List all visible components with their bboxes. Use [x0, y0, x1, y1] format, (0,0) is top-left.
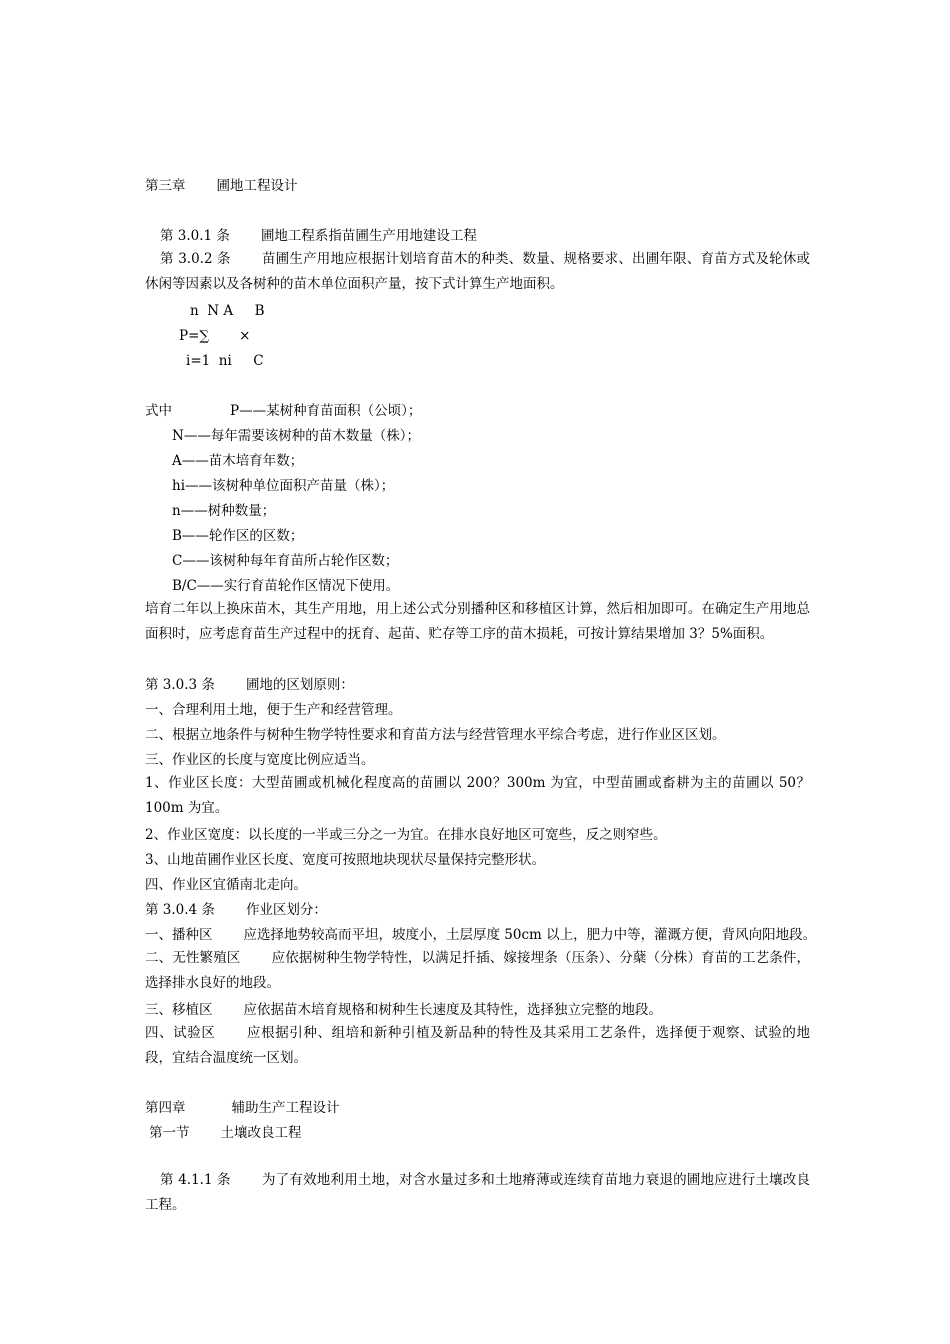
zone-name: 三、移植区 [145, 1002, 213, 1018]
article-label: 第 3.0.3 条 [145, 677, 215, 693]
where-item: N——每年需要该树种的苗木数量（株）； [172, 428, 421, 444]
note-paragraph: 培育二年以上换床苗木，其生产用地，用上述公式分别播种区和移植区计算，然后相加即可。在确定生产用地总面积时，应考虑育苗生产过程中的抚育、起苗、贮存等工序的苗木损耗，可按计算结果增加 3？5%面积。 [145, 601, 810, 642]
chapter-3-heading [145, 177, 298, 195]
formula-line-1: n N A B [190, 303, 265, 319]
principle-item: 二、根据立地条件与树种生物学特性要求和育苗方法与经营管理水平综合考虑，进行作业区区划。 [145, 727, 726, 743]
where-label: 式中 [145, 403, 172, 419]
principle-item: 四、作业区宜循南北走向。 [145, 877, 307, 893]
zone-name: 四、试验区 [145, 1025, 216, 1041]
principle-item: 3、山地苗圃作业区长度、宽度可按照地块现状尽量保持完整形状。 [145, 852, 546, 868]
where-item: A——苗木培育年数； [172, 453, 304, 469]
zone-name: 二、无性繁殖区 [145, 950, 241, 966]
article-label: 第 4.1.1 条 [160, 1172, 231, 1188]
principle-item: 三、作业区的长度与宽度比例应适当。 [145, 752, 375, 768]
where-item: B/C——实行育苗轮作区情况下使用。 [172, 578, 400, 594]
article-title: 圃地的区划原则： [245, 677, 354, 693]
zone-text: 应依据苗木培育规格和树种生长速度及其特性，选择独立完整的地段。 [243, 1002, 662, 1018]
article-label: 第 3.0.1 条 [160, 228, 230, 244]
chapter-4-heading [145, 1099, 340, 1117]
chapter-label: 第三章 [145, 178, 186, 194]
article-label: 第 3.0.2 条 [160, 251, 231, 267]
chapter-title: 圃地工程设计 [216, 178, 298, 194]
chapter-title: 辅助生产工程设计 [231, 1100, 340, 1116]
formula-line-3: i=1 ni C [186, 353, 264, 369]
where-item: hi——该树种单位面积产苗量（株）； [172, 478, 395, 494]
where-item: B——轮作区的区数； [172, 528, 304, 544]
zone-name: 一、播种区 [145, 927, 213, 943]
zone-transplant [145, 1001, 662, 1019]
article-label: 第 3.0.4 条 [145, 902, 215, 918]
article-text: 苗圃生产用地应根据计划培育苗木的种类、数量、规格要求、出圃年限、育苗方式及轮休或休闲等因素以及各树种的苗木单位面积产量，按下式计算生产地面积。 [145, 251, 811, 292]
zone-text: 应根据引种、组培和新种引植及新品种的特性及其采用工艺条件，选择便于观察、试验的地段，宜结合温度统一区划。 [145, 1025, 811, 1066]
zone-experiment [145, 1021, 810, 1071]
section-title: 土壤改良工程 [220, 1125, 302, 1141]
zone-sowing [145, 926, 816, 944]
article-3-0-2 [145, 247, 810, 297]
article-3-0-3 [145, 676, 354, 694]
article-title: 作业区划分： [245, 902, 327, 918]
zone-vegetative [145, 946, 810, 996]
zone-text: 应依据树种生物学特性，以满足扦插、嫁接埋条（压条）、分蘖（分株）育苗的工艺条件，选择排水良好的地段。 [145, 950, 811, 991]
chapter-label: 第四章 [145, 1100, 186, 1116]
section-label: 第一节 [149, 1125, 190, 1141]
article-text: 为了有效地利用土地，对含水量过多和土地瘠薄或连续育苗地力衰退的圃地应进行土壤改良工程。 [145, 1172, 811, 1213]
article-text: 圃地工程系指苗圃生产用地建设工程 [260, 228, 477, 244]
article-3-0-4 [145, 901, 327, 919]
principle-item: 1、作业区长度：大型苗圃或机械化程度高的苗圃以 200？300m 为宜，中型苗圃或畜耕为主的苗圃以 50？100m 为宜。 [145, 775, 810, 816]
article-4-1-1 [145, 1168, 810, 1218]
zone-text: 应选择地势较高而平坦，坡度小，土层厚度 50cm 以上，肥力中等，灌溉方便，背风向阳地段。 [243, 927, 817, 943]
article-3-0-1 [160, 227, 477, 245]
where-item: P——某树种育苗面积（公顷）； [230, 403, 422, 419]
where-item: n——树种数量； [172, 503, 276, 519]
formula-line-2: P=∑ × [179, 328, 251, 344]
section-1-heading [149, 1124, 302, 1142]
principle-item: 一、合理利用土地，便于生产和经营管理。 [145, 702, 402, 718]
where-item: C——该树种每年育苗所占轮作区数； [172, 553, 399, 569]
principle-item: 2、作业区宽度：以长度的一半或三分之一为宜。在排水良好地区可宽些，反之则窄些。 [145, 827, 667, 843]
